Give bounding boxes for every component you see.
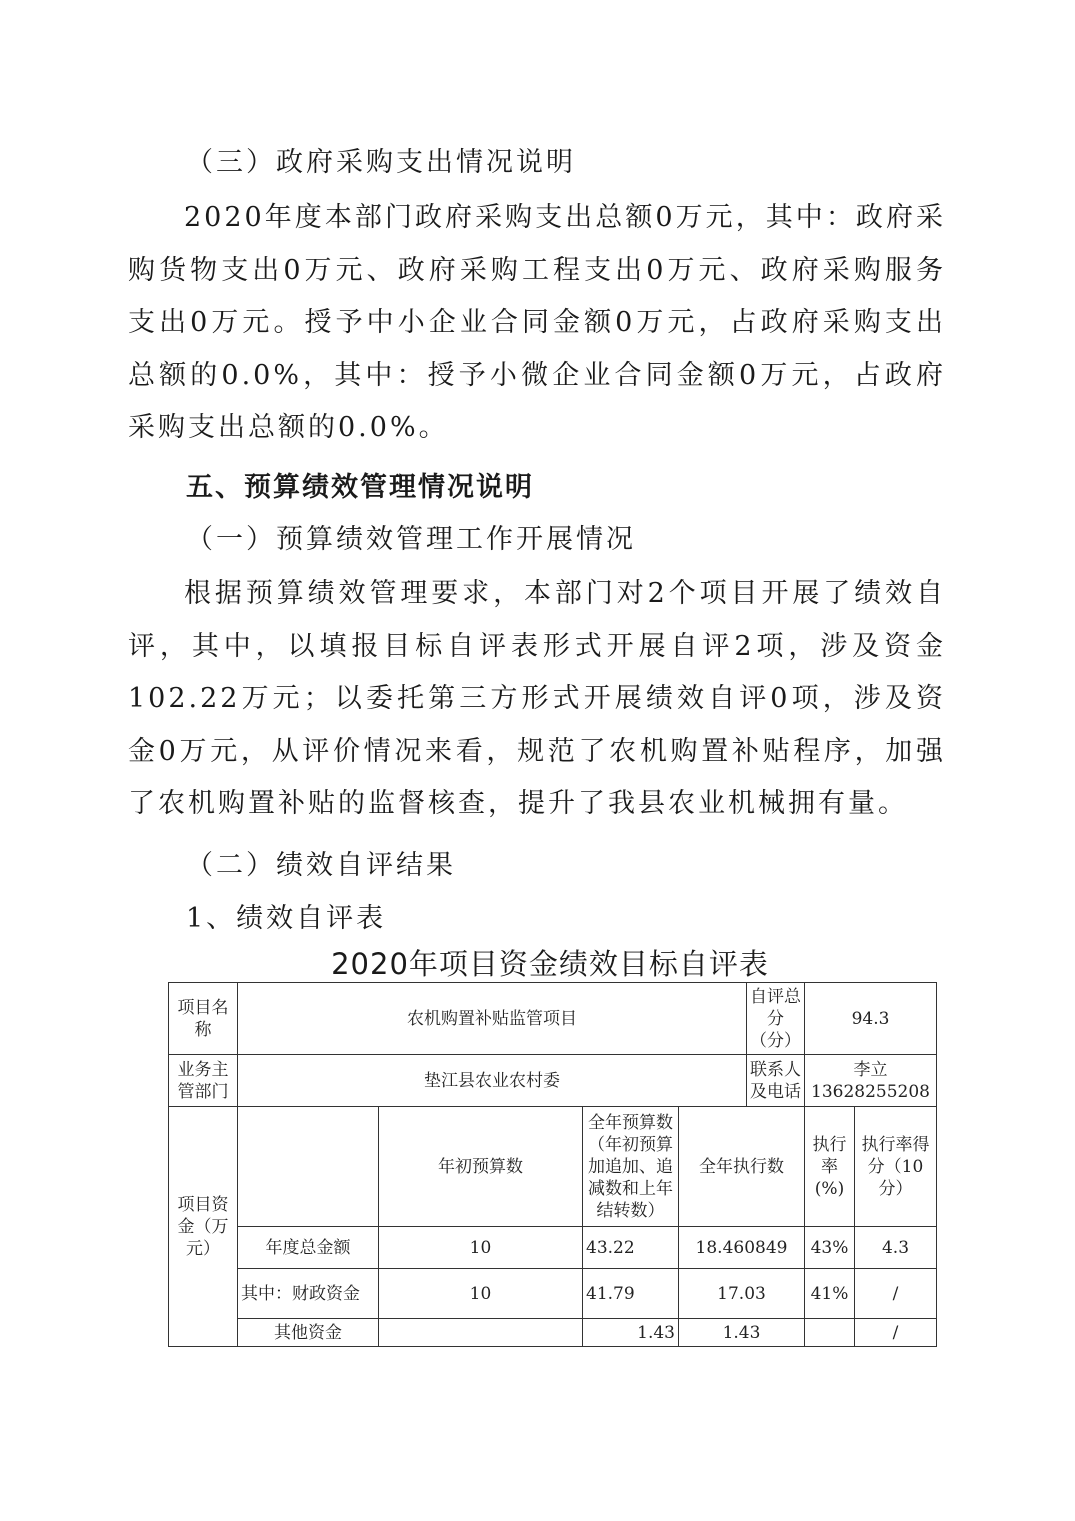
table-row [169, 1319, 937, 1347]
col-full-year-header: 全年预算数（年初预算加追加、追减数和上年结转数） [583, 1107, 679, 1227]
col-executed-header: 全年执行数 [679, 1107, 805, 1227]
table-row [169, 1227, 937, 1269]
funds-label: 项目资金（万元） [169, 1107, 238, 1347]
row-rate: 41% [805, 1269, 855, 1319]
section-3-body: 2020年度本部门政府采购支出总额0万元，其中：政府采购货物支出0万元、政府采购工程支出0万元、政府采购服务支出0万元。授予中小企业合同金额0万元，占政府采购支出总额的0.0%，其中：授予小微企业合同金额0万元，占政府采购支出总额的0.0%。 [128, 202, 946, 443]
header-blank [238, 1107, 379, 1227]
performance-table [168, 982, 937, 1347]
col-rate-score-header: 执行率得分（10分） [855, 1107, 937, 1227]
sub-1-body: 根据预算绩效管理要求，本部门对2个项目开展了绩效自评，其中，以填报目标自评表形式开展自评2项，涉及资金102.22万元；以委托第三方形式开展绩效自评0项，涉及资金0万元，从评价情况来看，规范了农机购置补贴程序，加强了农机购置补贴的监督核查，提升了我县农业机械拥有量。 [128, 578, 946, 819]
dept-value: 垫江县农业农村委 [238, 1055, 747, 1107]
section-5-heading: 五、预算绩效管理情况说明 [186, 472, 534, 503]
row-rate: 43% [805, 1227, 855, 1269]
row-executed: 18.460849 [679, 1227, 805, 1269]
sub-2-heading: （二）绩效自评结果 [186, 850, 456, 881]
row-executed: 1.43 [679, 1319, 805, 1347]
table-title: 2020年项目资金绩效目标自评表 [331, 947, 769, 981]
contact-value: 李立 13628255208 [805, 1055, 937, 1107]
row-initial: 10 [379, 1269, 583, 1319]
row-full-year: 43.22 [583, 1227, 679, 1269]
section-3-heading: （三）政府采购支出情况说明 [186, 147, 576, 178]
row-score: / [855, 1319, 937, 1347]
project-name-label: 项目名称 [169, 983, 238, 1055]
sub-1-heading: （一）预算绩效管理工作开展情况 [186, 524, 636, 555]
row-label: 其他资金 [238, 1319, 379, 1347]
row-full-year: 1.43 [583, 1319, 679, 1347]
row-score: 4.3 [855, 1227, 937, 1269]
col-initial-header: 年初预算数 [379, 1107, 583, 1227]
row-project-name [169, 983, 937, 1055]
row-score: / [855, 1269, 937, 1319]
self-score-value: 94.3 [805, 983, 937, 1055]
row-header [169, 1107, 937, 1227]
contact-label: 联系人及电话 [747, 1055, 805, 1107]
self-score-label: 自评总分（分） [747, 983, 805, 1055]
row-dept [169, 1055, 937, 1107]
table-row [169, 1269, 937, 1319]
row-label: 年度总金额 [238, 1227, 379, 1269]
dept-label: 业务主管部门 [169, 1055, 238, 1107]
row-initial: 10 [379, 1227, 583, 1269]
col-rate-header: 执行率(%) [805, 1107, 855, 1227]
item-1-heading: 1、绩效自评表 [186, 903, 387, 934]
row-label: 其中：财政资金 [238, 1269, 379, 1319]
row-initial [379, 1319, 583, 1347]
row-executed: 17.03 [679, 1269, 805, 1319]
row-rate [805, 1319, 855, 1347]
row-full-year: 41.79 [583, 1269, 679, 1319]
project-name-value: 农机购置补贴监管项目 [238, 983, 747, 1055]
